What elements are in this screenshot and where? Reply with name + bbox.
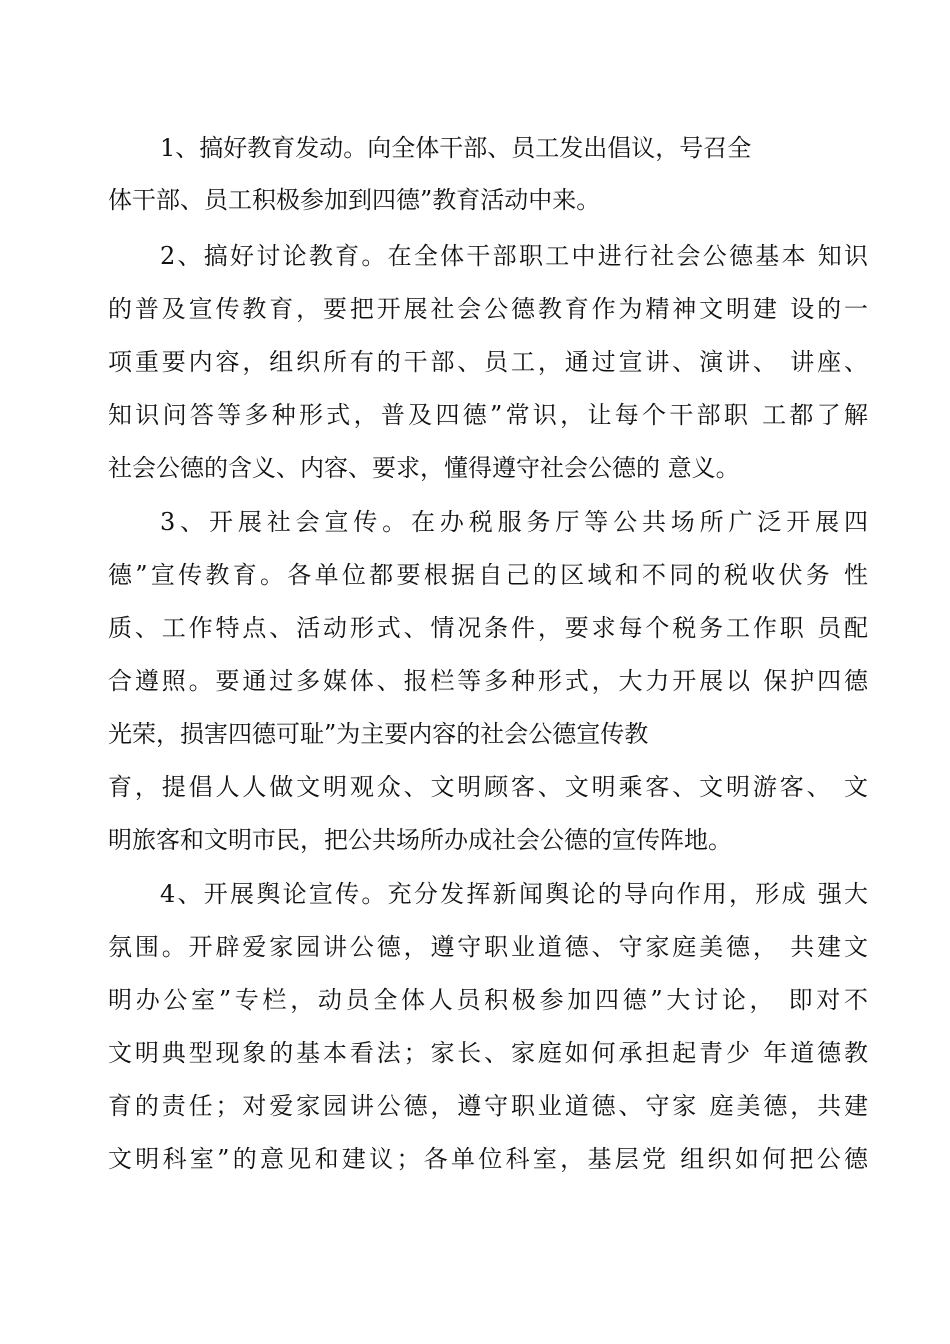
text-line: 文明科室”的意见和建议；各单位科室，基层党 组织如何把公德 (108, 1145, 868, 1173)
text-line: 育的责任；对爱家园讲公德，遵守职业道德、守家 庭美德，共建 (108, 1092, 868, 1120)
text-line: 社会公德的含义、内容、要求，懂得遵守社会公德的 意义。 (108, 454, 740, 482)
text-line: 文明典型现象的基本看法；家长、家庭如何承担起青少 年道德教 (108, 1039, 868, 1067)
text-line: 德”宣传教育。各单位都要根据自己的区域和不同的税收伏务 性 (108, 561, 868, 589)
text-line: 知识问答等多种形式，普及四德”常识，让每个干部职 工都了解 (108, 401, 868, 429)
text-line: 合遵照。要通过多媒体、报栏等多种形式，大力开展以 保护四德 (108, 667, 868, 695)
text-line: 的普及宣传教育，要把开展社会公德教育作为精神文明建 设的一 (108, 295, 868, 323)
text-line: 项重要内容，组织所有的干部、员工，通过宣讲、演讲、 讲座、 (108, 348, 868, 376)
text-line: 3、开展社会宣传。在办税服务厅等公共场所广泛开展四 (160, 508, 868, 536)
text-line: 体干部、员工积极参加到四德”教育活动中来。 (108, 186, 601, 214)
text-line: 育，提倡人人做文明观众、文明顾客、文明乘客、文明游客、 文 (108, 773, 868, 801)
text-line: 4、开展舆论宣传。充分发挥新闻舆论的导向作用，形成 强大 (160, 880, 868, 908)
text-line: 明办公室”专栏，动员全体人员积极参加四德”大讨论， 即对不 (108, 986, 868, 1014)
text-line: 光荣，损害四德可耻”为主要内容的社会公德宣传教 (108, 720, 649, 748)
text-line: 明旅客和文明市民，把公共场所办成社会公德的宣传阵地。 (108, 826, 732, 854)
text-line: 氛围。开辟爱家园讲公德，遵守职业道德、守家庭美德， 共建文 (108, 933, 868, 961)
text-line: 1、搞好教育发动。向全体干部、员工发出倡议，号召全 (160, 134, 752, 162)
text-line: 2、搞好讨论教育。在全体干部职工中进行社会公德基本 知识 (160, 242, 868, 270)
text-line: 质、工作特点、活动形式、情况条件，要求每个税务工作职 员配 (108, 614, 868, 642)
